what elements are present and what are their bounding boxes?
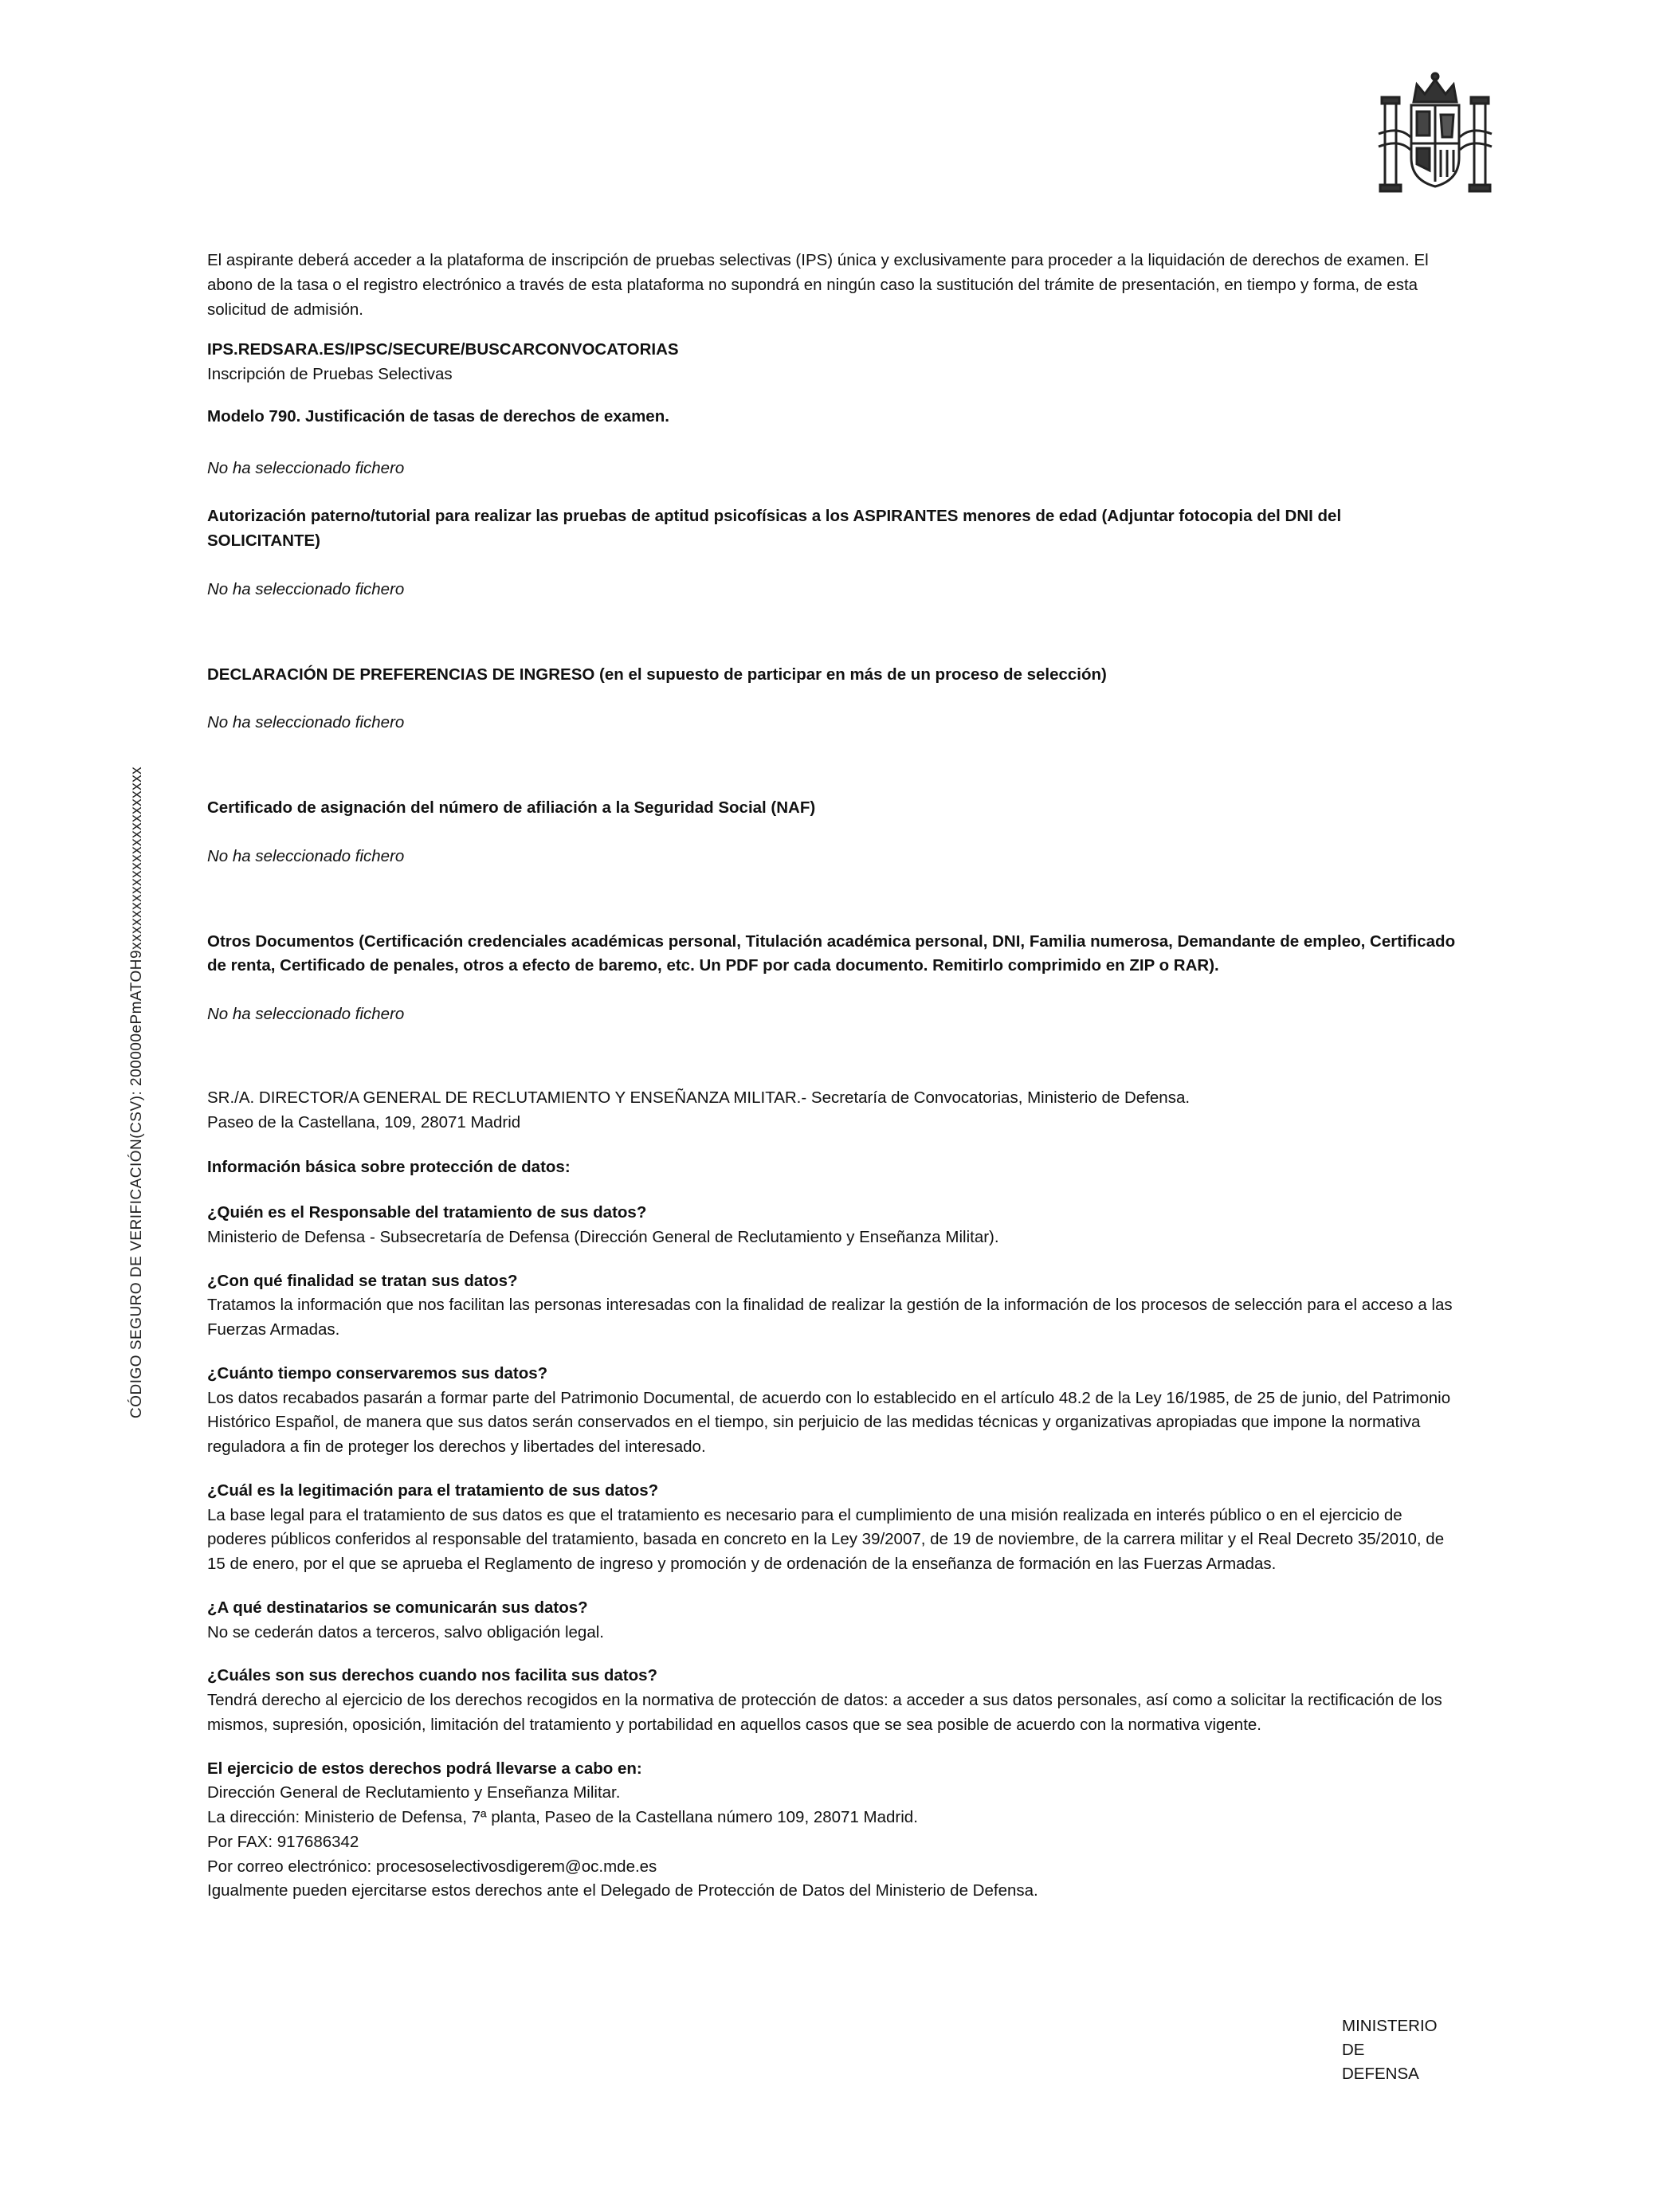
ips-url: IPS.REDSARA.ES/IPSC/SECURE/BUSCARCONVOCATORIAS [207, 340, 679, 359]
attachment-item [207, 930, 1458, 1027]
privacy-question: ¿Cuáles son sus derechos cuando nos facilita sus datos? [207, 1666, 658, 1685]
privacy-question: ¿A qué destinatarios se comunicarán sus datos? [207, 1598, 588, 1617]
privacy-question: ¿Cuánto tiempo conservaremos sus datos? [207, 1363, 548, 1382]
attachment-title: Certificado de asignación del número de afiliación a la Seguridad Social (NAF) [207, 798, 816, 817]
privacy-item [207, 1479, 1458, 1577]
privacy-answer: Tendrá derecho al ejercicio de los derechos recogidos en la normativa de protección de datos: a acceder a sus datos personales, así como a solicitar la rectificación de los mismos, supresión, oposición, limitación del tratamiento y portabilidad en aquellos casos que se sea posible de acuerdo con la normativa vigente. [207, 1691, 1442, 1734]
attachment-item [207, 796, 1458, 869]
privacy-title: Información básica sobre protección de datos: [207, 1158, 571, 1177]
ministry-footer-line: DE [1342, 2041, 1365, 2060]
document-body [207, 249, 1458, 1904]
rights-org: Dirección General de Reclutamiento y Enseñanza Militar. [207, 1783, 621, 1802]
privacy-item [207, 1362, 1458, 1460]
privacy-item [207, 1664, 1458, 1737]
verification-code-text: CÓDIGO SEGURO DE VERIFICACIÓN(CSV): 200000ePmATOH9xxxxxxxxxxxxxxxxxxxxxxx [128, 766, 145, 1418]
ips-block [207, 338, 1458, 387]
rights-block [207, 1757, 1458, 1904]
privacy-item [207, 1201, 1458, 1250]
attachment-status: No ha seleccionado fichero [207, 458, 405, 477]
coat-of-arms-icon [1375, 70, 1495, 198]
ministry-footer [1342, 2014, 1438, 2086]
attachment-status: No ha seleccionado fichero [207, 713, 405, 732]
ministry-footer-line: MINISTERIO [1342, 2017, 1438, 2035]
rights-address: La dirección: Ministerio de Defensa, 7ª planta, Paseo de la Castellana número 109, 28071 Madrid. [207, 1808, 918, 1826]
attachment-status: No ha seleccionado fichero [207, 579, 405, 598]
privacy-question: ¿Quién es el Responsable del tratamiento de sus datos? [207, 1203, 647, 1222]
privacy-answer: No se cederán datos a terceros, salvo obligación legal. [207, 1622, 604, 1641]
rights-email: Por correo electrónico: procesoselectivosdigerem@oc.mde.es [207, 1857, 657, 1876]
intro-paragraph: El aspirante deberá acceder a la plataforma de inscripción de pruebas selectivas (IPS) única y exclusivamente para proceder a la liquidación de derechos de examen. El abono de la tasa o el registro electrónico a través de esta plataforma no supondrá en ningún caso la sustitución del trámite de presentación, en tiempo y forma, de esta solicitud de admisión. [207, 251, 1429, 319]
privacy-answer: Los datos recabados pasarán a formar parte del Patrimonio Documental, de acuerdo con lo establecido en el artículo 48.2 de la Ley 16/1985, de 25 de junio, del Patrimonio Histórico Español, de manera que sus datos serán conservados en el tiempo, sin perjuicio de las medidas técnicas y organizativas apropiadas que impone la normativa reguladora a fin de proteger los derechos y libertades del interesado. [207, 1388, 1451, 1456]
privacy-answer: La base legal para el tratamiento de sus datos es que el tratamiento es necesario para el cumplimiento de una misión realizada en interés público o en el ejercicio de poderes públicos conferidos al responsable del tratamiento, basada en concreto en la Ley 39/2007, de 19 de noviembre, de la carrera militar y el Real Decreto 35/2010, de 15 de enero, por el que se aprueba el Reglamento de ingreso y promoción y de ordenación de la enseñanza de formación en las Fuerzas Armadas. [207, 1505, 1445, 1573]
attachment-title: Modelo 790. Justificación de tasas de derechos de examen. [207, 406, 669, 426]
privacy-answer: Tratamos la información que nos facilitan las personas interesadas con la finalidad de realizar la gestión de la información de los procesos de selección para el acceso a las Fuerzas Armadas. [207, 1296, 1453, 1339]
privacy-item [207, 1596, 1458, 1645]
privacy-item [207, 1269, 1458, 1343]
ips-description: Inscripción de Pruebas Selectivas [207, 365, 453, 383]
privacy-question: ¿Cuál es la legitimación para el tratamiento de sus datos? [207, 1481, 659, 1500]
attachment-title: Otros Documentos (Certificación credenciales académicas personal, Titulación académica personal, DNI, Familia numerosa, Demandante de empleo, Certificado de renta, Certificado de penales, otros a efecto de baremo, etc. Un PDF por cada documento. Remitirlo comprimido en ZIP o RAR). [207, 931, 1456, 975]
privacy-question: ¿Con qué finalidad se tratan sus datos? [207, 1271, 518, 1290]
attachment-item [207, 405, 1458, 481]
attachment-title: DECLARACIÓN DE PREFERENCIAS DE INGRESO (en el supuesto de participar en más de un proceso de selección) [207, 665, 1107, 684]
attachment-title: Autorización paterno/tutorial para realizar las pruebas de aptitud psicofísicas a los ASPIRANTES menores de edad (Adjuntar fotocopia del DNI del SOLICITANTE) [207, 507, 1342, 550]
addressee-line: Paseo de la Castellana, 109, 28071 Madrid [207, 1112, 521, 1131]
ministry-footer-line: DEFENSA [1342, 2065, 1419, 2084]
attachment-item [207, 504, 1458, 602]
rights-title: El ejercicio de estos derechos podrá llevarse a cabo en: [207, 1759, 642, 1778]
attachment-status: No ha seleccionado fichero [207, 846, 405, 865]
attachment-item [207, 663, 1458, 736]
privacy-answer: Ministerio de Defensa - Subsecretaría de Defensa (Dirección General de Reclutamiento y Enseñanza Militar). [207, 1227, 999, 1246]
rights-fax: Por FAX: 917686342 [207, 1832, 359, 1851]
addressee-line: SR./A. DIRECTOR/A GENERAL DE RECLUTAMIENTO Y ENSEÑANZA MILITAR.- Secretaría de Convocatorias, Ministerio de Defensa. [207, 1088, 1191, 1107]
addressee-block [207, 1086, 1458, 1135]
attachment-status: No ha seleccionado fichero [207, 1005, 405, 1023]
rights-note: Igualmente pueden ejercitarse estos derechos ante el Delegado de Protección de Datos del Ministerio de Defensa. [207, 1881, 1038, 1900]
